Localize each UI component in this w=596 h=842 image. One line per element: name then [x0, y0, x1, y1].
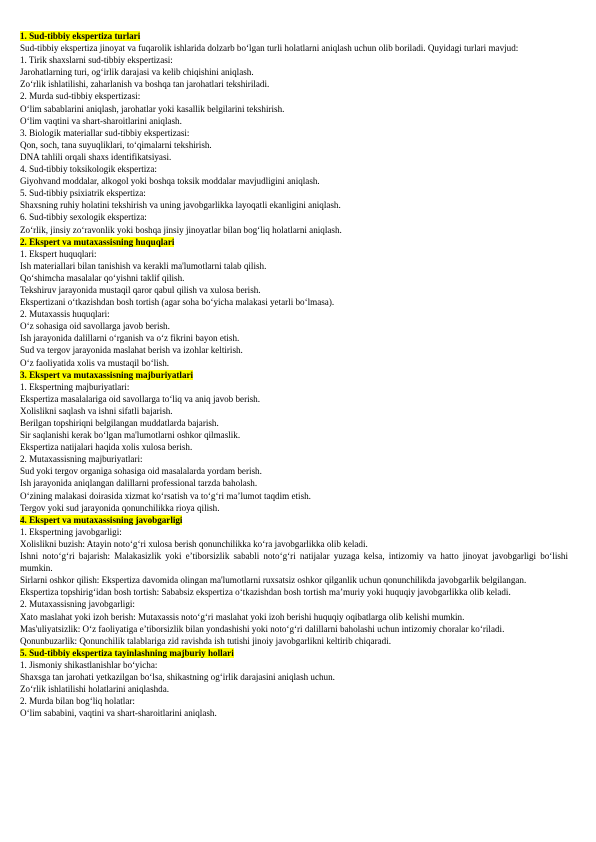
- paragraph-line: Shaxsga tan jarohati yetkazilgan bo‘lsa, shikastning og‘irlik darajasini aniqlash uchun.: [20, 671, 335, 682]
- paragraph-line: Sud yoki tergov organiga sohasiga oid masalalarda yordam berish.: [20, 466, 262, 477]
- paragraph-line: Xato maslahat yoki izoh berish: Mutaxassis noto‘g‘ri maslahat yoki izoh berishi huquqiy oqibatlarga olib kelishi mumkin.: [20, 611, 465, 622]
- paragraph-line: 1. Ekspertning javobgarligi:: [20, 526, 122, 537]
- paragraph-line: 2. Mutaxassis huquqlari:: [20, 309, 110, 320]
- paragraph-line: Sud-tibbiy ekspertiza jinoyat va fuqarolik ishlarida dolzarb bo‘lgan turli holatlarni aniqlash uchun olib boriladi. Quyidagi turlari mavjud:: [20, 43, 519, 54]
- paragraph-line: O‘lim sabablarini aniqlash, jarohatlar yoki kasallik belgilarini tekshirish.: [20, 103, 285, 114]
- paragraph-line: Ish materiallari bilan tanishish va kerakli ma'lumotlarni talab qilish.: [20, 260, 267, 271]
- section-heading-text: 3. Ekspert va mutaxassisning majburiyatlari: [20, 369, 194, 380]
- paragraph-line: O‘z faoliyatida xolis va mustaqil bo‘lish.: [20, 357, 170, 368]
- paragraph-line: Zo‘rlik ishlatilishi holatlarini aniqlashda.: [20, 684, 170, 695]
- paragraph-line: Xolislikni buzish: Atayin noto‘g‘ri xulosa berish qonunchilikka ko‘ra javobgarlikka olib keladi.: [20, 538, 368, 549]
- paragraph-line: 5. Sud-tibbiy psixiatrik ekspertiza:: [20, 188, 146, 199]
- paragraph-line: Qo‘shimcha masalalar qo‘yishni taklif qilish.: [20, 272, 185, 283]
- paragraph-line: 1. Ekspert huquqlari:: [20, 248, 97, 259]
- section-heading: [20, 369, 568, 381]
- paragraph-line: Ekspertiza masalalariga oid savollarga to‘liq va aniq javob berish.: [20, 393, 260, 404]
- paragraph-line: Mas'uliyatsizlik: O‘z faoliyatiga e’tiborsizlik bilan yondashishi yoki noto‘g‘ri dalillarni baholashi uchun intizomiy choralar ko‘riladi.: [20, 623, 505, 634]
- paragraph-line: Ekspertizani o‘tkazishdan bosh tortish (agar soha bo‘yicha malakasi yetarli bo‘lmasa).: [20, 297, 335, 308]
- document-body: [20, 30, 568, 719]
- paragraph-line: 1. Jismoniy shikastlanishlar bo‘yicha:: [20, 659, 158, 670]
- section-heading: [20, 236, 568, 248]
- paragraph-line: 2. Murda sud-tibbiy ekspertizasi:: [20, 91, 141, 102]
- paragraph-line: Berilgan topshiriqni belgilangan muddatlarda bajarish.: [20, 418, 219, 428]
- paragraph-line: Qonunbuzarlik: Qonunchilik talablariga zid ravishda ish tutishi jinoiy javobgarlikni keltirib chiqaradi.: [20, 635, 391, 646]
- paragraph-line: Shaxsning ruhiy holatini tekshirish va uning javobgarlikka layoqatli ekanligini aniqlash.: [20, 200, 341, 211]
- paragraph-line: Ish jarayonida dalillarni o‘rganish va o‘z fikrini bayon etish.: [20, 333, 240, 344]
- paragraph-line: Zo‘rlik ishlatilishi, zaharlanish va boshqa tan jarohatlari tekshiriladi.: [20, 79, 270, 90]
- paragraph-line: O‘lim sababini, vaqtini va shart-sharoitlarini aniqlash.: [20, 708, 217, 719]
- paragraph-line: 2. Mutaxassisning majburiyatlari:: [20, 454, 143, 465]
- paragraph-line: DNA tahlili orqali shaxs identifikatsiyasi.: [20, 151, 172, 162]
- paragraph-line: 1. Ekspertning majburiyatlari:: [20, 381, 130, 392]
- section-heading-text: 4. Ekspert va mutaxassisning javobgarligi: [20, 514, 183, 525]
- section-heading: [20, 647, 568, 659]
- section-heading-text: 1. Sud-tibbiy ekspertiza turlari: [20, 31, 141, 41]
- paragraph-line: Jarohatlarning turi, og‘irlik darajasi va kelib chiqishini aniqlash.: [20, 67, 254, 78]
- paragraph-line: O‘z sohasiga oid savollarga javob berish.: [20, 321, 170, 332]
- paragraph-line: Ekspertiza topshirig‘idan bosh tortish: Sababsiz ekspertiza o‘tkazishdan bosh tortish ma’muriy yoki huquqiy javobgarlikka olib keladi.: [20, 587, 511, 598]
- section-heading: [20, 514, 568, 526]
- paragraph-line: Sud va tergov jarayonida maslahat berish va izohlar keltirish.: [20, 345, 243, 356]
- paragraph-line: 2. Murda bilan bog‘liq holatlar:: [20, 696, 135, 707]
- paragraph-line: 3. Biologik materiallar sud-tibbiy ekspertizasi:: [20, 127, 190, 138]
- paragraph-line: Qon, soch, tana suyuqliklari, to‘qimalarni tekshirish.: [20, 139, 212, 150]
- paragraph-line: Giyohvand moddalar, alkogol yoki boshqa toksik moddalar mavjudligini aniqlash.: [20, 176, 320, 187]
- paragraph-line: 2. Mutaxassisning javobgarligi:: [20, 599, 135, 610]
- paragraph-line: 4. Sud-tibbiy toksikologik ekspertiza:: [20, 164, 157, 175]
- paragraph-line: Zo‘rlik, jinsiy zo‘ravonlik yoki boshqa jinsiy jinoyatlar bilan bog‘liq holatlarni aniqlash.: [20, 224, 342, 235]
- paragraph-line: 1. Tirik shaxslarni sud-tibbiy ekspertizasi:: [20, 55, 173, 66]
- paragraph-line: Sir saqlanishi kerak bo‘lgan ma'lumotlarni oshkor qilmaslik.: [20, 430, 241, 441]
- paragraph-line: Xolislikni saqlash va ishni sifatli bajarish.: [20, 405, 173, 416]
- paragraph-line: O‘lim vaqtini va shart-sharoitlarini aniqlash.: [20, 115, 182, 126]
- paragraph-line: 6. Sud-tibbiy sexologik ekspertiza:: [20, 212, 147, 223]
- paragraph-line: Ish jarayonida aniqlangan dalillarni professional tarzda baholash.: [20, 478, 258, 489]
- paragraph-line: Ishni noto‘g‘ri bajarish: Malakasizlik yoki e’tiborsizlik sababli noto‘g‘ri natijalar yuzaga kelsa, intizomiy va hatto jinoyat javobgarligi bo‘lishi mumkin.: [20, 551, 568, 574]
- section-heading-text: 5. Sud-tibbiy ekspertiza tayinlashning majburiy hollari: [20, 647, 234, 658]
- paragraph-line: Tekshiruv jarayonida mustaqil qaror qabul qilish va xulosa berish.: [20, 284, 261, 295]
- paragraph-line: O‘zining malakasi doirasida xizmat ko‘rsatish va to‘g‘ri ma’lumot taqdim etish.: [20, 490, 311, 501]
- paragraph-line: Tergov yoki sud jarayonida qonunchilikka rioya qilish.: [20, 502, 220, 513]
- section-heading: [20, 30, 568, 42]
- paragraph-line: Sirlarni oshkor qilish: Ekspertiza davomida olingan ma'lumotlarni ruxsatsiz oshkor qilganlik uchun qonunchilikda javobgarlik belgilangan.: [20, 575, 527, 586]
- section-heading-text: 2. Ekspert va mutaxassisning huquqlari: [20, 236, 175, 247]
- paragraph-line: Ekspertiza natijalari haqida xolis xulosa berish.: [20, 442, 193, 453]
